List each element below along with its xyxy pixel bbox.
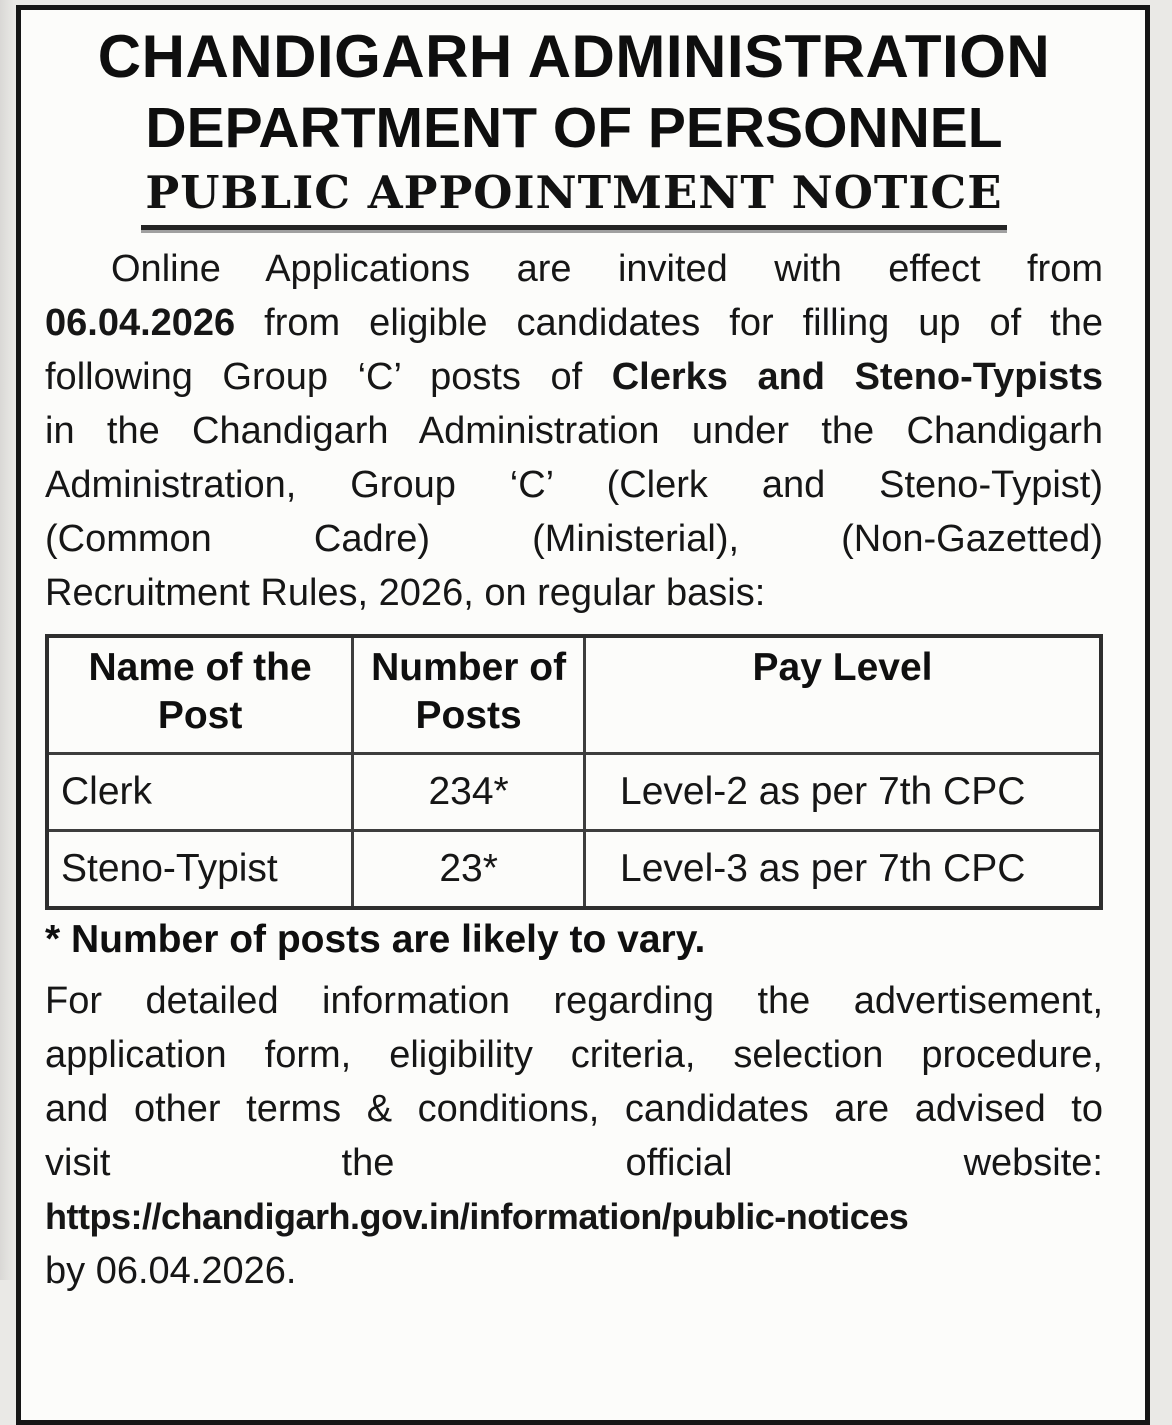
posts-table-cell: Steno-Typist	[47, 831, 353, 909]
intro-line	[45, 404, 1103, 458]
footer-text: visit the official website:	[45, 1142, 1103, 1184]
posts-table-row	[47, 754, 1101, 831]
posts-table-header-cell: Name of the Post	[47, 636, 353, 754]
intro-line	[45, 458, 1103, 512]
intro-text: following Group ‘C’ posts of	[45, 356, 612, 398]
notice-page	[16, 5, 1150, 1425]
posts-table-cell: Clerk	[47, 754, 353, 831]
posts-table-header-cell: Number of Posts	[353, 636, 585, 754]
posts-table	[45, 634, 1103, 910]
footer-paragraph	[45, 974, 1103, 1298]
intro-line	[45, 242, 1103, 296]
intro-line	[45, 296, 1103, 350]
intro-text: from eligible candidates for filling up of the	[235, 302, 1103, 344]
intro-text: Recruitment Rules, 2026, on regular basis:	[45, 572, 766, 614]
intro-text: (Common Cadre) (Ministerial), (Non-Gazetted)	[45, 518, 1103, 560]
posts-table-cell: 234*	[353, 754, 585, 831]
footer-text: For detailed information regarding the advertisement,	[45, 980, 1103, 1022]
footer-line	[45, 1244, 1103, 1298]
posts-table-body	[47, 754, 1101, 909]
intro-bold-text: 06.04.2026	[45, 302, 236, 344]
posts-vary-note: * Number of posts are likely to vary.	[45, 918, 706, 961]
footer-line	[45, 974, 1103, 1028]
footer-line	[45, 1136, 1103, 1190]
intro-line	[45, 350, 1103, 404]
posts-table-cell: Level-2 as per 7th CPC	[585, 754, 1101, 831]
intro-text: Online Applications are invited with effect from	[111, 248, 1103, 290]
posts-table-header-row	[47, 636, 1101, 754]
intro-text: Administration, Group ‘C’ (Clerk and Steno-Typist)	[45, 464, 1103, 506]
title-line-1: CHANDIGARH ADMINISTRATION	[97, 23, 1051, 90]
intro-line	[45, 512, 1103, 566]
footer-line	[45, 1190, 1103, 1244]
footer-text: by 06.04.2026.	[45, 1250, 297, 1292]
footer-line	[45, 1028, 1103, 1082]
title-line-2: DEPARTMENT OF PERSONNEL	[145, 96, 1003, 160]
posts-table-row	[47, 831, 1101, 909]
posts-table-head	[47, 636, 1101, 754]
intro-paragraph	[45, 242, 1103, 620]
intro-bold-text: Clerks and Steno-Typists	[611, 356, 1103, 398]
footer-text: and other terms & conditions, candidates are advised to	[45, 1088, 1103, 1130]
posts-table-header-cell: Pay Level	[585, 636, 1101, 754]
footer-bold-text: https://chandigarh.gov.in/information/public-notices	[45, 1196, 909, 1237]
footer-text: application form, eligibility criteria, selection procedure,	[45, 1034, 1103, 1076]
title-line-3-wrap	[45, 166, 1103, 230]
scan-edge-artifact	[0, 0, 14, 1280]
intro-line	[45, 566, 1103, 620]
posts-table-cell: Level-3 as per 7th CPC	[585, 831, 1101, 909]
footer-line	[45, 1082, 1103, 1136]
title-line-3: PUBLIC APPOINTMENT NOTICE	[141, 166, 1006, 230]
posts-table-cell: 23*	[353, 831, 585, 909]
intro-text: in the Chandigarh Administration under the Chandigarh	[45, 410, 1103, 452]
